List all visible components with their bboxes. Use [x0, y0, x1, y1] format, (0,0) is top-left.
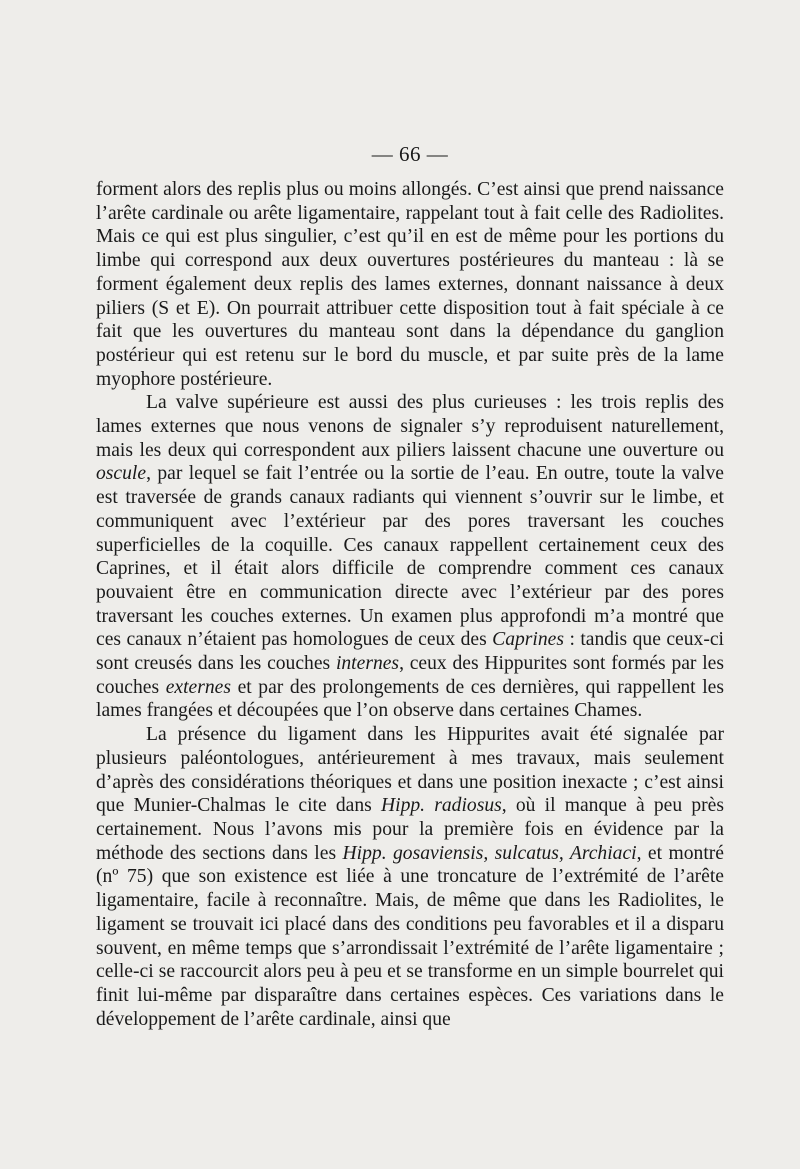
page-number: — 66 — [371, 142, 449, 166]
paragraph [96, 178, 724, 391]
italic-text: Hipp. gosaviensis, sulcatus, Archiaci [342, 842, 637, 864]
italic-text: Caprines [492, 629, 564, 651]
text-run: , et montré (nº 75) que son existence est liée à une troncature de l’extrémité de l’arête ligamentaire, facile à reconnaître. Mais, de même que dans les Radiolites, le ligament se trouvait ici placé dans des conditions peu favorables et il a disparu souvent, en même temps que s’arrondissait l’extrémité de l’arête ligamentaire ; celle-ci se raccourcit alors peu à peu et se transforme en un simple bourrelet qui finit lui-même par disparaître dans certaines espèces. Ces variations dans le développement de l’arête cardinale, ainsi que [96, 842, 724, 1030]
text-run: , ceux des Hippurites sont formés par les couches [96, 653, 724, 698]
italic-text: Hipp. radiosus [380, 795, 502, 817]
text-run: forment alors des replis plus ou moins allongés. C’est ainsi que prend naissance l’arête cardinale ou arête ligamentaire, rappelant tout à fait celle des Radiolites. Mais ce qui est plus singulier, c’est qu’il en est de même pour les portions du limbe qui correspond aux deux ouvertures postérieures du manteau : là se forment également deux replis des lames externes, donnant naissance à deux piliers (S et E). On pourrait attribuer cette disposition tout à fait spéciale à ce fait que les ouvertures du manteau sont dans la dépendance du ganglion postérieur qui est retenu sur le bord du muscle, et par suite près de la lame myophore postérieure. [96, 179, 724, 390]
text-run: La présence du ligament dans les Hippurites avait été signalée par plusieurs paléontologues, antérieurement à mes travaux, mais seulement d’après des considérations théoriques et dans une position inexacte ; c’est ainsi que Munier-Chalmas le cite dans [96, 724, 724, 817]
paragraph [96, 723, 724, 1031]
text-run: , où il manque à peu près certainement. Nous l’avons mis pour la première fois en évidence par la méthode des sections dans les [96, 795, 724, 864]
italic-text: internes [335, 653, 400, 675]
italic-text: externes [165, 676, 231, 698]
text-run: : tandis que ceux-ci sont creusés dans les couches [96, 629, 724, 675]
text-run: , par lequel se fait l’entrée ou la sortie de l’eau. En outre, toute la valve est traversée de grands canaux radiants qui viennent s’ouvrir sur le limbe, et communiquent avec l’extérieur par des pores traversant les couches superficielles de la coquille. Ces canaux rappellent certainement ceux des Caprines, et il était alors difficile de comprendre comment ces canaux pouvaient être en communication directe avec l’extérieur par des pores traversant les couches externes. Un examen plus approfondi m’a montré que ces canaux n’étaient pas homologues de ceux des [96, 463, 724, 651]
text-run: La valve supérieure est aussi des plus curieuses : les trois replis des lames externes que nous venons de signaler s’y reproduisent naturellement, mais les deux qui correspondent aux piliers laissent chacune une ouverture ou [96, 392, 724, 461]
italic-text: oscule [96, 463, 147, 485]
paragraph [96, 391, 724, 723]
text-run: et par des prolongements de ces dernières, qui rappellent les lames frangées et découpées que l’on observe dans certaines Chames. [96, 676, 724, 722]
text-body [96, 178, 724, 1031]
